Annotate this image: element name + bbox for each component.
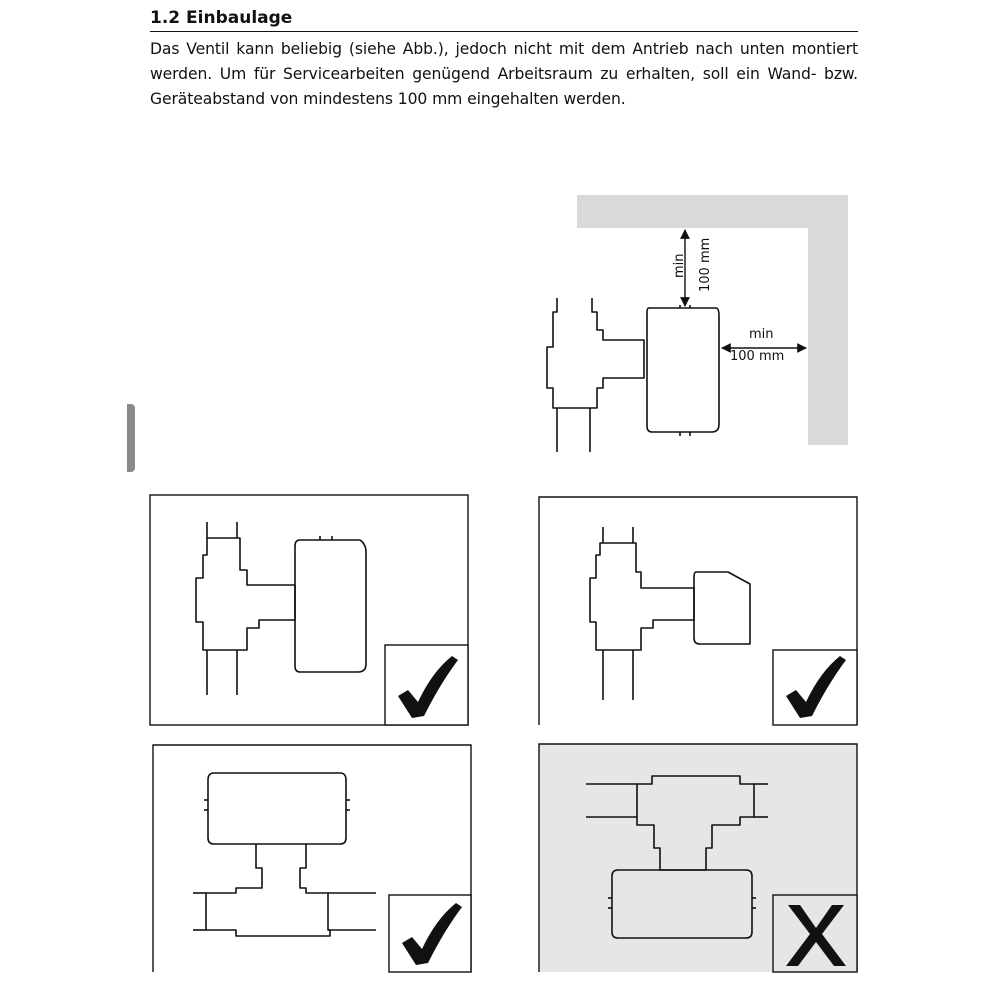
- orientation-panel-4: [539, 744, 857, 972]
- vertical-label-min: min: [672, 253, 687, 278]
- orientation-panel-1: [150, 495, 468, 725]
- section-heading: 1.2 Einbaulage: [150, 6, 858, 32]
- valve-drawing: [547, 298, 719, 452]
- section-body-text: Das Ventil kann beliebig (siehe Abb.), jedoch nicht mit dem Antrieb nach unten montiert werden. Um für Servicearbeiten genügend Arbeitsraum zu erhalten, soll ein Wand- bzw. Geräteabstand von mindestens 100 mm eingehalten werden.: [150, 40, 858, 108]
- wall-corner: [577, 195, 848, 445]
- orientation-panel-3: [153, 745, 471, 972]
- orientation-panel-2: [539, 497, 857, 725]
- vertical-label-value: 100 mm: [698, 237, 713, 292]
- approval-box-1: [385, 645, 468, 725]
- horizontal-label-min: min: [749, 327, 774, 342]
- clearance-diagram: [547, 195, 848, 452]
- horizontal-label-value: 100 mm: [730, 349, 785, 364]
